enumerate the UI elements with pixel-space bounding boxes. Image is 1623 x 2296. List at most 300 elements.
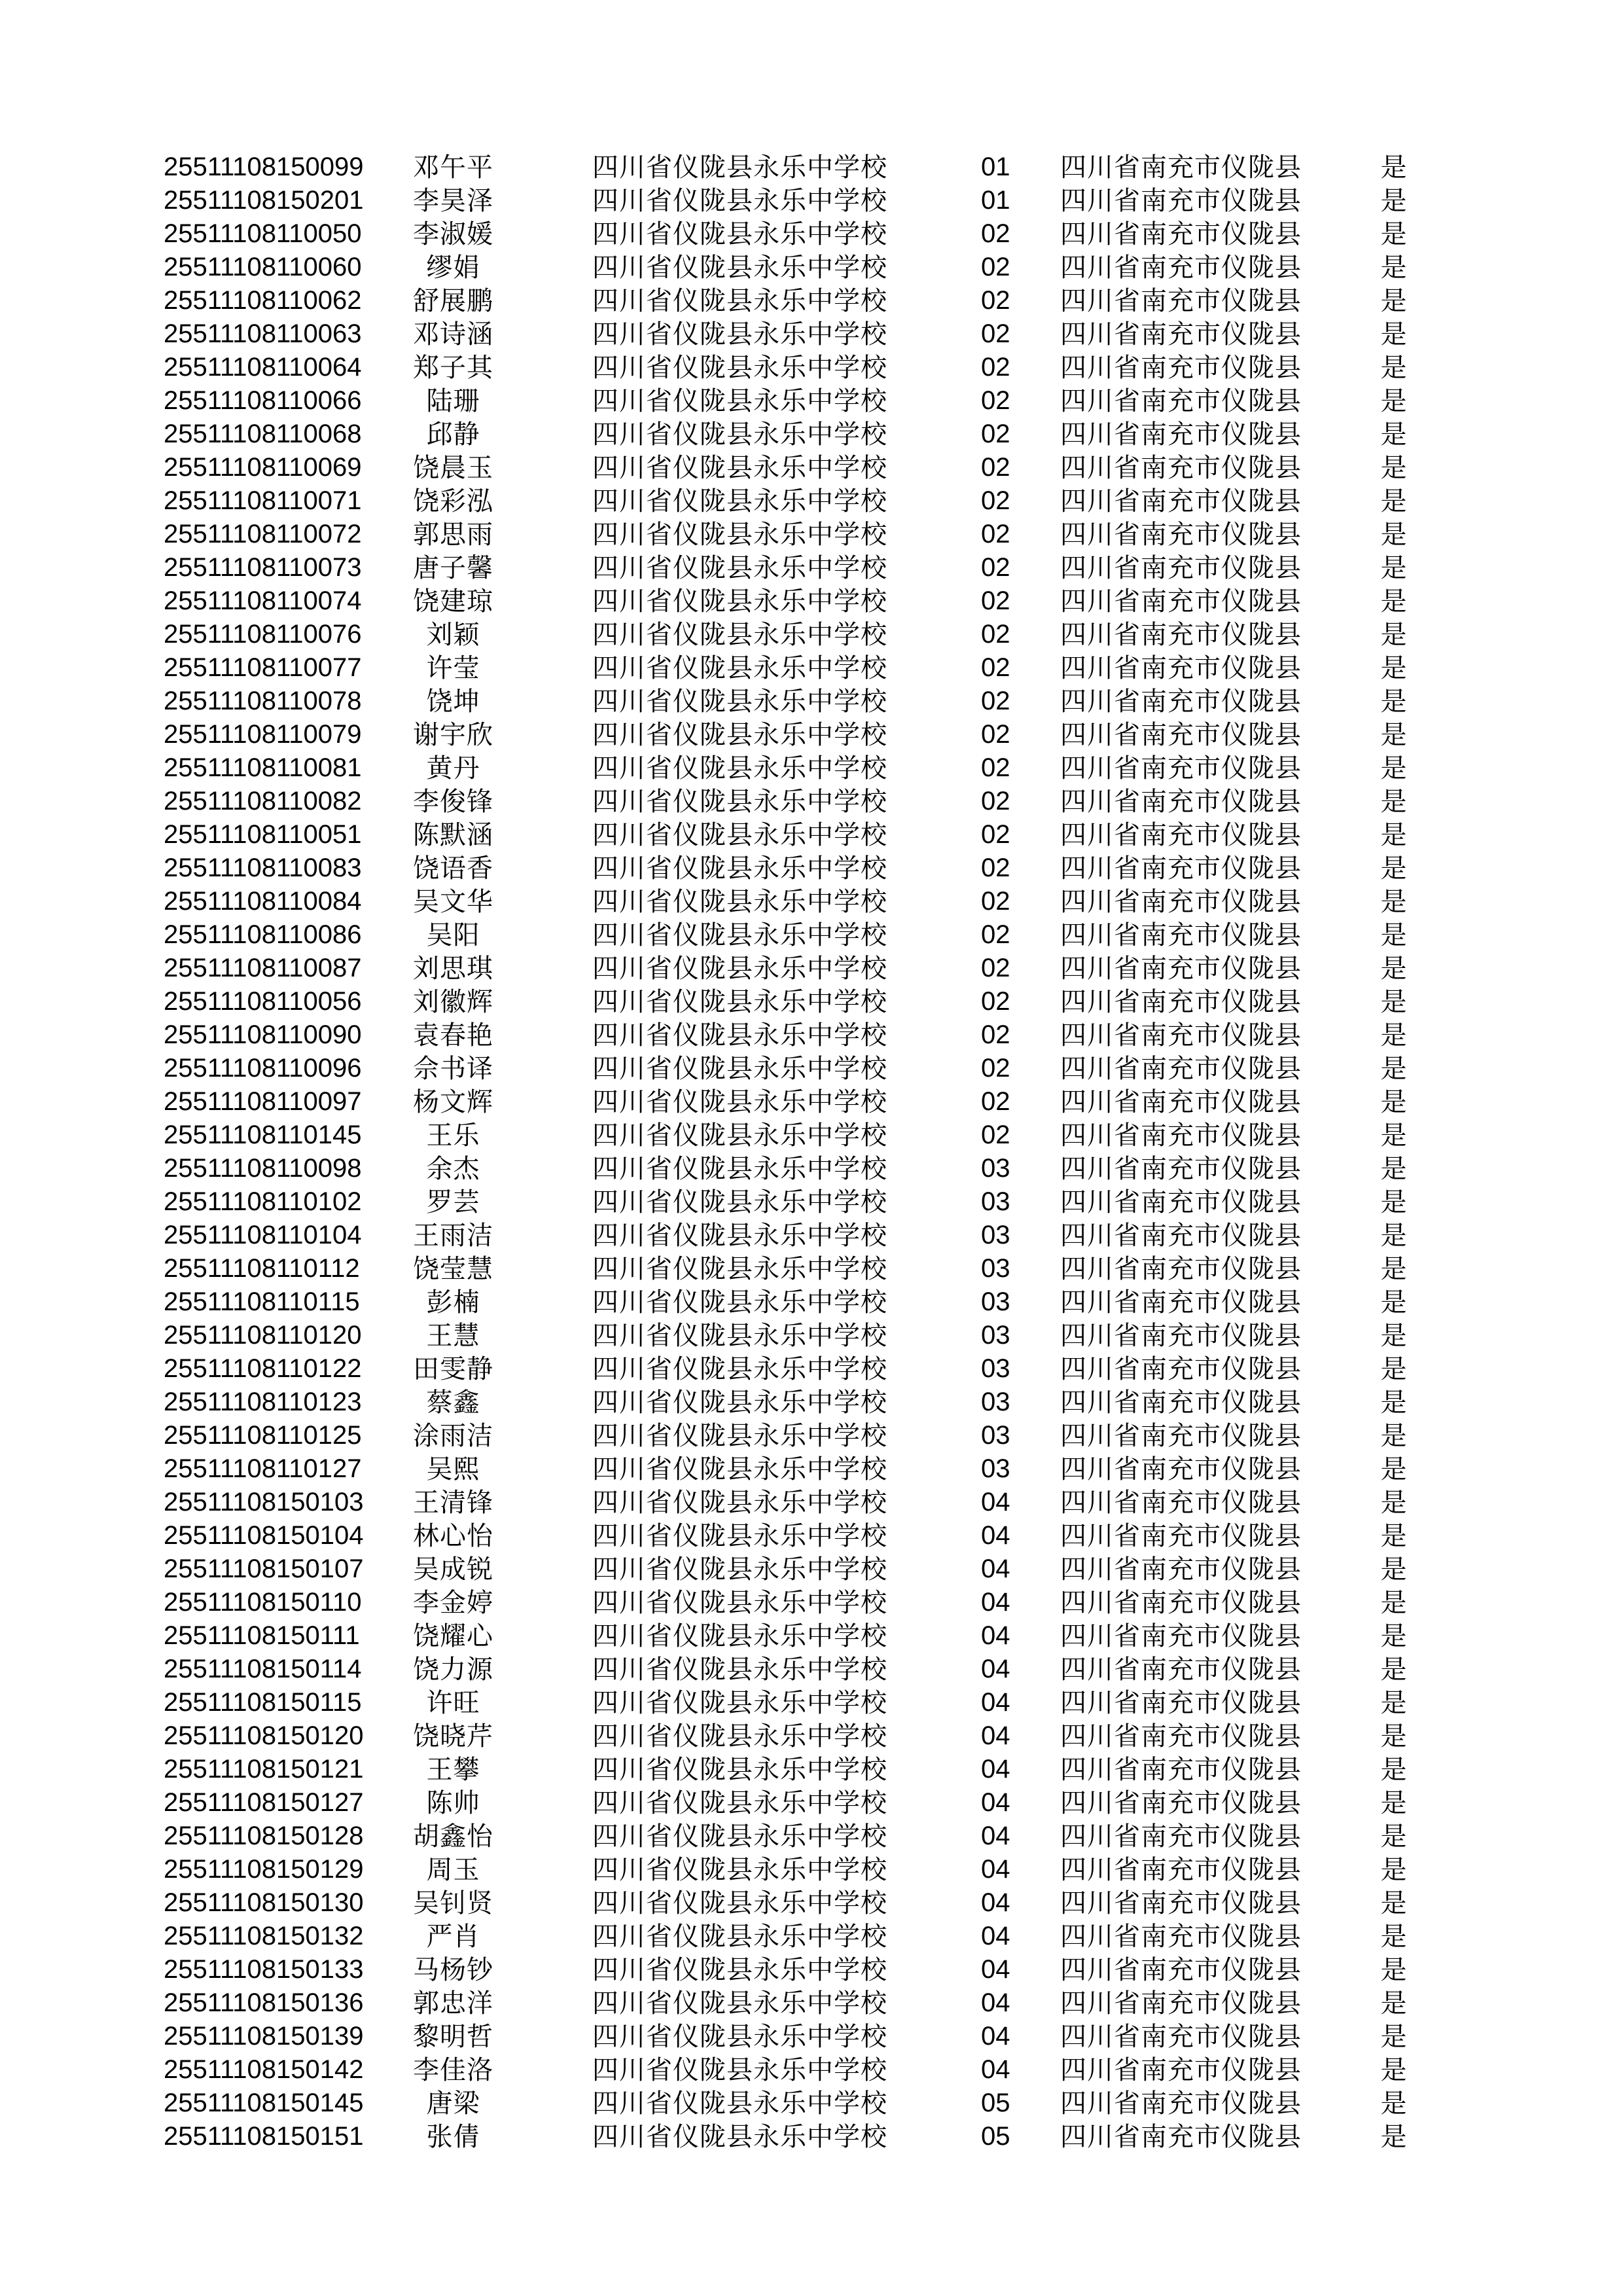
class-number-cell: 04 <box>981 1821 1010 1850</box>
table-row <box>0 785 1623 818</box>
exam-id-cell: 25511108150121 <box>164 1755 364 1784</box>
district-cell: 四川省南充市仪陇县 <box>1060 2089 1302 2118</box>
school-cell: 四川省仪陇县永乐中学校 <box>592 553 887 583</box>
confirmed-cell: 是 <box>1380 887 1408 916</box>
class-number-cell: 04 <box>981 1988 1010 2017</box>
class-number-cell: 02 <box>981 820 1010 849</box>
exam-id-cell: 25511108110082 <box>164 787 362 816</box>
exam-id-cell: 25511108110098 <box>164 1154 362 1183</box>
district-cell: 四川省南充市仪陇县 <box>1060 286 1302 315</box>
district-cell: 四川省南充市仪陇县 <box>1060 1554 1302 1584</box>
confirmed-cell: 是 <box>1380 1020 1408 1050</box>
exam-id-cell: 25511108150104 <box>164 1521 364 1550</box>
district-cell: 四川省南充市仪陇县 <box>1060 620 1302 649</box>
exam-id-cell: 25511108110081 <box>164 753 362 782</box>
confirmed-cell: 是 <box>1380 1655 1408 1684</box>
district-cell: 四川省南充市仪陇县 <box>1060 1087 1302 1117</box>
district-cell: 四川省南充市仪陇县 <box>1060 1821 1302 1851</box>
table-row <box>0 584 1623 618</box>
student-name-cell: 郑子其 <box>413 353 493 382</box>
school-cell: 四川省仪陇县永乐中学校 <box>592 1020 887 1050</box>
school-cell: 四川省仪陇县永乐中学校 <box>592 2089 887 2118</box>
student-name-cell: 王雨洁 <box>413 1221 493 1250</box>
district-cell: 四川省南充市仪陇县 <box>1060 1054 1302 1083</box>
class-number-cell: 03 <box>981 1454 1010 1483</box>
district-cell: 四川省南充市仪陇县 <box>1060 386 1302 416</box>
school-cell: 四川省仪陇县永乐中学校 <box>592 1621 887 1651</box>
school-cell: 四川省仪陇县永乐中学校 <box>592 1488 887 1517</box>
confirmed-cell: 是 <box>1380 1588 1408 1617</box>
table-row <box>0 1920 1623 1953</box>
table-row <box>0 518 1623 551</box>
district-cell: 四川省南充市仪陇县 <box>1060 1621 1302 1651</box>
exam-id-cell: 25511108150151 <box>164 2122 364 2151</box>
student-name-cell: 刘思琪 <box>413 954 493 983</box>
exam-id-cell: 25511108110078 <box>164 687 362 715</box>
exam-id-cell: 25511108150114 <box>164 1655 362 1683</box>
school-cell: 四川省仪陇县永乐中学校 <box>592 353 887 382</box>
table-row <box>0 1018 1623 1052</box>
student-name-cell: 余杰 <box>426 1154 480 1183</box>
class-number-cell: 02 <box>981 353 1010 382</box>
class-number-cell: 02 <box>981 753 1010 782</box>
table-row <box>0 1719 1623 1753</box>
exam-id-cell: 25511108150201 <box>164 186 364 215</box>
class-number-cell: 02 <box>981 1121 1010 1149</box>
school-cell: 四川省仪陇县永乐中学校 <box>592 1521 887 1551</box>
confirmed-cell: 是 <box>1380 1354 1408 1384</box>
table-row <box>0 1986 1623 2020</box>
school-cell: 四川省仪陇县永乐中学校 <box>592 1922 887 1951</box>
table-row <box>0 1552 1623 1586</box>
class-number-cell: 02 <box>981 887 1010 916</box>
table-row <box>0 2053 1623 2087</box>
student-name-cell: 唐梁 <box>426 2089 480 2118</box>
confirmed-cell: 是 <box>1380 920 1408 950</box>
table-row <box>0 217 1623 251</box>
district-cell: 四川省南充市仪陇县 <box>1060 1321 1302 1350</box>
student-name-cell: 彭楠 <box>426 1287 480 1317</box>
table-row <box>0 1953 1623 1986</box>
exam-id-cell: 25511108110115 <box>164 1287 360 1316</box>
confirmed-cell: 是 <box>1380 1388 1408 1417</box>
exam-id-cell: 25511108150107 <box>164 1554 364 1583</box>
district-cell: 四川省南充市仪陇县 <box>1060 653 1302 683</box>
school-cell: 四川省仪陇县永乐中学校 <box>592 319 887 349</box>
exam-id-cell: 25511108150136 <box>164 1988 364 2017</box>
school-cell: 四川省仪陇县永乐中学校 <box>592 1121 887 1150</box>
exam-id-cell: 25511108150128 <box>164 1821 364 1850</box>
confirmed-cell: 是 <box>1380 186 1408 215</box>
exam-id-cell: 25511108110060 <box>164 253 362 281</box>
confirmed-cell: 是 <box>1380 286 1408 315</box>
student-name-cell: 缪娟 <box>426 253 480 282</box>
table-row <box>0 418 1623 451</box>
table-row <box>0 1853 1623 1886</box>
school-cell: 四川省仪陇县永乐中学校 <box>592 1354 887 1384</box>
exam-id-cell: 25511108150111 <box>164 1621 360 1650</box>
student-name-cell: 唐子馨 <box>413 553 493 583</box>
school-cell: 四川省仪陇县永乐中学校 <box>592 853 887 883</box>
class-number-cell: 03 <box>981 1254 1010 1283</box>
student-name-cell: 陈帅 <box>426 1788 480 1818</box>
student-name-cell: 饶力源 <box>413 1655 493 1684</box>
student-name-cell: 饶彩泓 <box>413 486 493 516</box>
exam-id-cell: 25511108110087 <box>164 954 362 982</box>
exam-id-cell: 25511108110079 <box>164 720 362 749</box>
student-name-cell: 王乐 <box>426 1121 480 1150</box>
district-cell: 四川省南充市仪陇县 <box>1060 219 1302 249</box>
school-cell: 四川省仪陇县永乐中学校 <box>592 420 887 449</box>
school-cell: 四川省仪陇县永乐中学校 <box>592 920 887 950</box>
table-row <box>0 1085 1623 1119</box>
district-cell: 四川省南充市仪陇县 <box>1060 687 1302 716</box>
exam-id-cell: 25511108110090 <box>164 1020 362 1049</box>
class-number-cell: 02 <box>981 1087 1010 1116</box>
table-row <box>0 1786 1623 1820</box>
district-cell: 四川省南充市仪陇县 <box>1060 787 1302 816</box>
table-row <box>0 852 1623 885</box>
table-row <box>0 1152 1623 1185</box>
class-number-cell: 01 <box>981 152 1010 181</box>
school-cell: 四川省仪陇县永乐中学校 <box>592 1888 887 1918</box>
district-cell: 四川省南充市仪陇县 <box>1060 253 1302 282</box>
table-row <box>0 1252 1623 1285</box>
student-name-cell: 谢宇欣 <box>413 720 493 749</box>
class-number-cell: 02 <box>981 286 1010 315</box>
confirmed-cell: 是 <box>1380 1054 1408 1083</box>
table-row <box>0 1820 1623 1853</box>
student-name-cell: 张倩 <box>426 2122 480 2151</box>
table-row <box>0 151 1623 184</box>
school-cell: 四川省仪陇县永乐中学校 <box>592 653 887 683</box>
table-row <box>0 952 1623 985</box>
confirmed-cell: 是 <box>1380 1421 1408 1450</box>
table-row <box>0 1519 1623 1552</box>
exam-id-cell: 25511108110071 <box>164 486 362 515</box>
district-cell: 四川省南充市仪陇县 <box>1060 1688 1302 1717</box>
school-cell: 四川省仪陇县永乐中学校 <box>592 620 887 649</box>
confirmed-cell: 是 <box>1380 1087 1408 1117</box>
class-number-cell: 05 <box>981 2089 1010 2117</box>
student-name-cell: 饶晨玉 <box>413 453 493 482</box>
district-cell: 四川省南充市仪陇县 <box>1060 1154 1302 1183</box>
student-name-cell: 邱静 <box>426 420 480 449</box>
exam-id-cell: 25511108110072 <box>164 520 362 548</box>
class-number-cell: 03 <box>981 1221 1010 1249</box>
school-cell: 四川省仪陇县永乐中学校 <box>592 1087 887 1117</box>
student-name-cell: 邓诗涵 <box>413 319 493 349</box>
student-name-cell: 饶晓芹 <box>413 1721 493 1751</box>
table-row <box>0 384 1623 418</box>
confirmed-cell: 是 <box>1380 1888 1408 1918</box>
school-cell: 四川省仪陇县永乐中学校 <box>592 1688 887 1717</box>
table-row <box>0 1586 1623 1619</box>
school-cell: 四川省仪陇县永乐中学校 <box>592 1955 887 1984</box>
student-name-cell: 李淑媛 <box>413 219 493 249</box>
district-cell: 四川省南充市仪陇县 <box>1060 1955 1302 1984</box>
confirmed-cell: 是 <box>1380 1621 1408 1651</box>
confirmed-cell: 是 <box>1380 954 1408 983</box>
table-row <box>0 818 1623 852</box>
student-name-cell: 田雯静 <box>413 1354 493 1384</box>
exam-id-cell: 25511108150133 <box>164 1955 364 1984</box>
student-name-cell: 陆珊 <box>426 386 480 416</box>
district-cell: 四川省南充市仪陇县 <box>1060 1922 1302 1951</box>
confirmed-cell: 是 <box>1380 253 1408 282</box>
school-cell: 四川省仪陇县永乐中学校 <box>592 2022 887 2051</box>
exam-id-cell: 25511108110066 <box>164 386 362 415</box>
confirmed-cell: 是 <box>1380 1488 1408 1517</box>
district-cell: 四川省南充市仪陇县 <box>1060 1788 1302 1818</box>
school-cell: 四川省仪陇县永乐中学校 <box>592 820 887 850</box>
exam-id-cell: 25511108110068 <box>164 420 362 448</box>
table-row <box>0 685 1623 718</box>
student-name-cell: 吴钊贤 <box>413 1888 493 1918</box>
table-row <box>0 1052 1623 1085</box>
exam-id-cell: 25511108150115 <box>164 1688 362 1717</box>
table-row <box>0 1886 1623 1920</box>
class-number-cell: 04 <box>981 2055 1010 2084</box>
student-name-cell: 刘颖 <box>426 620 480 649</box>
class-number-cell: 03 <box>981 1388 1010 1416</box>
table-row <box>0 351 1623 384</box>
school-cell: 四川省仪陇县永乐中学校 <box>592 386 887 416</box>
class-number-cell: 02 <box>981 453 1010 482</box>
confirmed-cell: 是 <box>1380 2089 1408 2118</box>
exam-id-cell: 25511108150099 <box>164 152 364 181</box>
school-cell: 四川省仪陇县永乐中学校 <box>592 1988 887 2018</box>
exam-id-cell: 25511108110127 <box>164 1454 362 1483</box>
class-number-cell: 02 <box>981 219 1010 248</box>
class-number-cell: 04 <box>981 1521 1010 1550</box>
school-cell: 四川省仪陇县永乐中学校 <box>592 219 887 249</box>
student-name-cell: 周玉 <box>426 1855 480 1884</box>
district-cell: 四川省南充市仪陇县 <box>1060 186 1302 215</box>
school-cell: 四川省仪陇县永乐中学校 <box>592 1788 887 1818</box>
student-name-cell: 黎明哲 <box>413 2022 493 2051</box>
school-cell: 四川省仪陇县永乐中学校 <box>592 1755 887 1784</box>
district-cell: 四川省南充市仪陇县 <box>1060 1354 1302 1384</box>
confirmed-cell: 是 <box>1380 219 1408 249</box>
district-cell: 四川省南充市仪陇县 <box>1060 1855 1302 1884</box>
exam-id-cell: 25511108110123 <box>164 1388 362 1416</box>
exam-id-cell: 25511108110112 <box>164 1254 360 1283</box>
exam-id-cell: 25511108110074 <box>164 586 362 615</box>
class-number-cell: 02 <box>981 687 1010 715</box>
confirmed-cell: 是 <box>1380 1554 1408 1584</box>
table-row <box>0 451 1623 484</box>
table-row <box>0 1619 1623 1653</box>
confirmed-cell: 是 <box>1380 1254 1408 1283</box>
confirmed-cell: 是 <box>1380 1922 1408 1951</box>
table-row <box>0 1219 1623 1252</box>
school-cell: 四川省仪陇县永乐中学校 <box>592 1187 887 1217</box>
class-number-cell: 04 <box>981 1755 1010 1784</box>
class-number-cell: 03 <box>981 1154 1010 1183</box>
confirmed-cell: 是 <box>1380 420 1408 449</box>
district-cell: 四川省南充市仪陇县 <box>1060 1888 1302 1918</box>
district-cell: 四川省南充市仪陇县 <box>1060 1388 1302 1417</box>
confirmed-cell: 是 <box>1380 1521 1408 1551</box>
class-number-cell: 03 <box>981 1354 1010 1383</box>
exam-id-cell: 25511108150142 <box>164 2055 364 2084</box>
table-row <box>0 1486 1623 1519</box>
class-number-cell: 02 <box>981 386 1010 415</box>
student-name-cell: 刘徽辉 <box>413 987 493 1016</box>
exam-id-cell: 25511108150110 <box>164 1588 362 1617</box>
student-name-cell: 许莹 <box>426 653 480 683</box>
class-number-cell: 01 <box>981 186 1010 215</box>
student-name-cell: 舒展鹏 <box>413 286 493 315</box>
student-name-cell: 饶坤 <box>426 687 480 716</box>
table-row <box>0 1352 1623 1386</box>
class-number-cell: 04 <box>981 1621 1010 1650</box>
class-number-cell: 02 <box>981 920 1010 949</box>
table-row <box>0 751 1623 785</box>
class-number-cell: 04 <box>981 1721 1010 1750</box>
confirmed-cell: 是 <box>1380 987 1408 1016</box>
confirmed-cell: 是 <box>1380 1821 1408 1851</box>
district-cell: 四川省南充市仪陇县 <box>1060 2055 1302 2085</box>
school-cell: 四川省仪陇县永乐中学校 <box>592 987 887 1016</box>
class-number-cell: 04 <box>981 2022 1010 2051</box>
district-cell: 四川省南充市仪陇县 <box>1060 753 1302 783</box>
district-cell: 四川省南充市仪陇县 <box>1060 420 1302 449</box>
school-cell: 四川省仪陇县永乐中学校 <box>592 887 887 916</box>
school-cell: 四川省仪陇县永乐中学校 <box>592 1421 887 1450</box>
class-number-cell: 02 <box>981 620 1010 649</box>
confirmed-cell: 是 <box>1380 553 1408 583</box>
table-row <box>0 251 1623 284</box>
confirmed-cell: 是 <box>1380 386 1408 416</box>
class-number-cell: 02 <box>981 787 1010 816</box>
exam-id-cell: 25511108150127 <box>164 1788 364 1817</box>
exam-id-cell: 25511108110086 <box>164 920 362 949</box>
student-name-cell: 郭忠洋 <box>413 1988 493 2018</box>
table-row <box>0 317 1623 351</box>
district-cell: 四川省南充市仪陇县 <box>1060 1454 1302 1484</box>
student-name-cell: 马杨钞 <box>413 1955 493 1984</box>
school-cell: 四川省仪陇县永乐中学校 <box>592 2055 887 2085</box>
district-cell: 四川省南充市仪陇县 <box>1060 887 1302 916</box>
confirmed-cell: 是 <box>1380 1855 1408 1884</box>
class-number-cell: 02 <box>981 420 1010 448</box>
confirmed-cell: 是 <box>1380 2122 1408 2151</box>
student-name-cell: 罗芸 <box>426 1187 480 1217</box>
class-number-cell: 03 <box>981 1421 1010 1450</box>
confirmed-cell: 是 <box>1380 1221 1408 1250</box>
confirmed-cell: 是 <box>1380 620 1408 649</box>
school-cell: 四川省仪陇县永乐中学校 <box>592 1821 887 1851</box>
confirmed-cell: 是 <box>1380 453 1408 482</box>
student-name-cell: 吴成锐 <box>413 1554 493 1584</box>
confirmed-cell: 是 <box>1380 1721 1408 1751</box>
district-cell: 四川省南充市仪陇县 <box>1060 1488 1302 1517</box>
student-name-cell: 佘书译 <box>413 1054 493 1083</box>
school-cell: 四川省仪陇县永乐中学校 <box>592 253 887 282</box>
table-row <box>0 718 1623 751</box>
exam-id-cell: 25511108110083 <box>164 853 362 882</box>
table-row <box>0 551 1623 584</box>
school-cell: 四川省仪陇县永乐中学校 <box>592 1388 887 1417</box>
exam-id-cell: 25511108110064 <box>164 353 362 382</box>
confirmed-cell: 是 <box>1380 1788 1408 1818</box>
confirmed-cell: 是 <box>1380 753 1408 783</box>
school-cell: 四川省仪陇县永乐中学校 <box>592 152 887 182</box>
district-cell: 四川省南充市仪陇县 <box>1060 954 1302 983</box>
district-cell: 四川省南充市仪陇县 <box>1060 987 1302 1016</box>
school-cell: 四川省仪陇县永乐中学校 <box>592 753 887 783</box>
class-number-cell: 04 <box>981 1788 1010 1817</box>
district-cell: 四川省南充市仪陇县 <box>1060 553 1302 583</box>
confirmed-cell: 是 <box>1380 152 1408 182</box>
class-number-cell: 04 <box>981 1955 1010 1984</box>
district-cell: 四川省南充市仪陇县 <box>1060 820 1302 850</box>
district-cell: 四川省南充市仪陇县 <box>1060 520 1302 549</box>
class-number-cell: 04 <box>981 1488 1010 1516</box>
table-row <box>0 1653 1623 1686</box>
table-row <box>0 885 1623 918</box>
school-cell: 四川省仪陇县永乐中学校 <box>592 453 887 482</box>
confirmed-cell: 是 <box>1380 1287 1408 1317</box>
student-name-cell: 蔡鑫 <box>426 1388 480 1417</box>
exam-id-cell: 25511108110102 <box>164 1187 362 1216</box>
confirmed-cell: 是 <box>1380 1121 1408 1150</box>
district-cell: 四川省南充市仪陇县 <box>1060 1655 1302 1684</box>
school-cell: 四川省仪陇县永乐中学校 <box>592 1254 887 1283</box>
confirmed-cell: 是 <box>1380 486 1408 516</box>
student-name-cell: 陈默涵 <box>413 820 493 850</box>
student-name-cell: 李俊锋 <box>413 787 493 816</box>
confirmed-cell: 是 <box>1380 787 1408 816</box>
class-number-cell: 05 <box>981 2122 1010 2151</box>
school-cell: 四川省仪陇县永乐中学校 <box>592 1154 887 1183</box>
district-cell: 四川省南充市仪陇县 <box>1060 853 1302 883</box>
school-cell: 四川省仪陇县永乐中学校 <box>592 1454 887 1484</box>
class-number-cell: 03 <box>981 1321 1010 1350</box>
confirmed-cell: 是 <box>1380 687 1408 716</box>
confirmed-cell: 是 <box>1380 820 1408 850</box>
district-cell: 四川省南充市仪陇县 <box>1060 1721 1302 1751</box>
student-name-cell: 林心怡 <box>413 1521 493 1551</box>
confirmed-cell: 是 <box>1380 1321 1408 1350</box>
class-number-cell: 04 <box>981 1588 1010 1617</box>
confirmed-cell: 是 <box>1380 1454 1408 1484</box>
exam-id-cell: 25511108150139 <box>164 2022 364 2051</box>
class-number-cell: 02 <box>981 586 1010 615</box>
confirmed-cell: 是 <box>1380 319 1408 349</box>
exam-id-cell: 25511108110104 <box>164 1221 362 1249</box>
exam-id-cell: 25511108110122 <box>164 1354 362 1383</box>
student-name-cell: 许旺 <box>426 1688 480 1717</box>
exam-id-cell: 25511108110125 <box>164 1421 362 1450</box>
class-number-cell: 02 <box>981 486 1010 515</box>
student-name-cell: 饶建琼 <box>413 586 493 616</box>
school-cell: 四川省仪陇县永乐中学校 <box>592 520 887 549</box>
class-number-cell: 04 <box>981 1922 1010 1950</box>
class-number-cell: 02 <box>981 1054 1010 1083</box>
student-name-cell: 黄丹 <box>426 753 480 783</box>
class-number-cell: 02 <box>981 520 1010 548</box>
student-name-cell: 郭思雨 <box>413 520 493 549</box>
district-cell: 四川省南充市仪陇县 <box>1060 1588 1302 1617</box>
student-name-cell: 涂雨洁 <box>413 1421 493 1450</box>
district-cell: 四川省南充市仪陇县 <box>1060 586 1302 616</box>
student-name-cell: 饶语香 <box>413 853 493 883</box>
student-name-cell: 李金婷 <box>413 1588 493 1617</box>
school-cell: 四川省仪陇县永乐中学校 <box>592 286 887 315</box>
